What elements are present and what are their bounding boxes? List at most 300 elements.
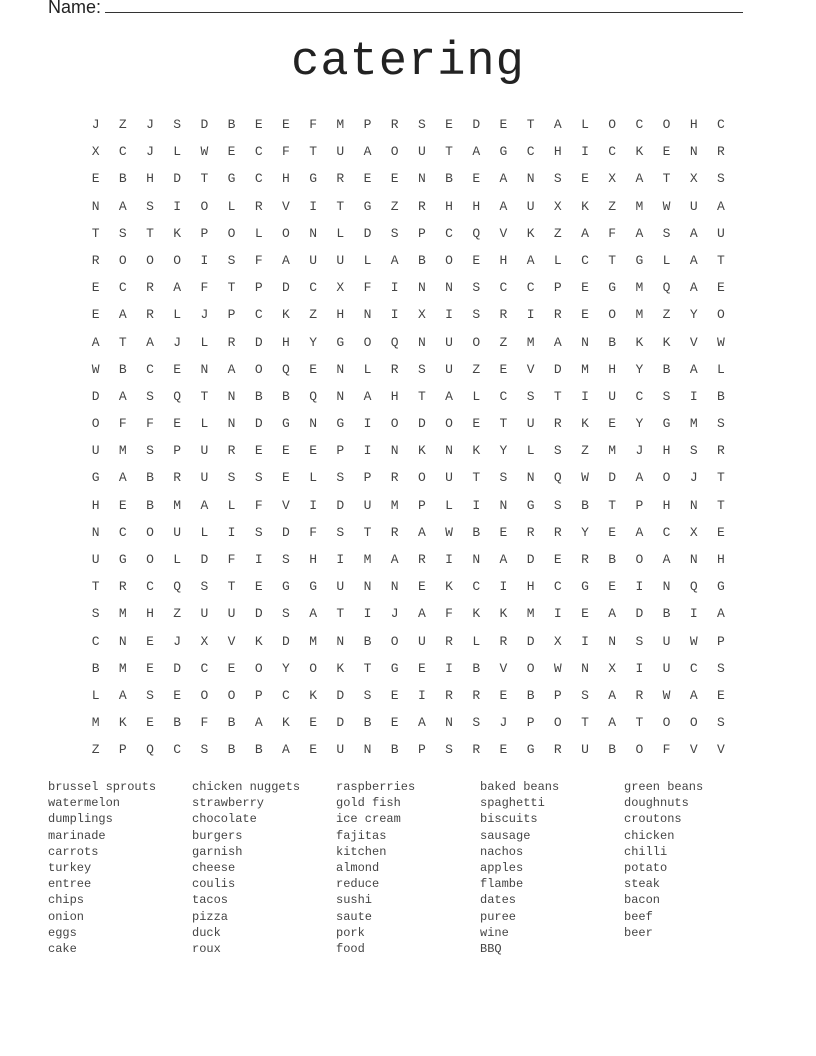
- grid-letter: D: [282, 633, 290, 649]
- grid-row: [82, 115, 735, 142]
- word-column: [336, 779, 480, 957]
- grid-letter: V: [282, 198, 290, 214]
- grid-letter: L: [200, 416, 209, 432]
- grid-letter: C: [254, 144, 263, 160]
- grid-letter: U: [173, 524, 182, 540]
- word-item: beer: [624, 925, 653, 940]
- grid-letter: T: [526, 117, 535, 132]
- grid-letter: N: [445, 715, 453, 731]
- grid-letter: N: [689, 552, 698, 567]
- grid-letter: X: [417, 307, 426, 323]
- grid-letter: C: [635, 388, 644, 404]
- word-item: coulis: [192, 877, 236, 892]
- word-column: [624, 779, 768, 957]
- grid-letter: L: [581, 117, 589, 132]
- grid-letter: K: [282, 307, 290, 323]
- grid-letter: Q: [173, 579, 182, 595]
- grid-letter: H: [553, 144, 562, 160]
- grid-letter: A: [282, 252, 290, 268]
- grid-letter: O: [254, 361, 263, 377]
- grid-letter: O: [635, 742, 644, 758]
- grid-letter: B: [717, 388, 725, 404]
- grid-letter: U: [689, 198, 698, 214]
- grid-letter: A: [717, 198, 725, 214]
- grid-letter: P: [417, 225, 426, 241]
- grid-letter: G: [309, 171, 317, 187]
- grid-letter: T: [227, 579, 236, 595]
- grid-letter: C: [499, 280, 508, 296]
- grid-letter: L: [227, 198, 236, 214]
- grid-letter: C: [689, 660, 698, 676]
- grid-letter: O: [526, 660, 535, 676]
- word-item: sausage: [480, 828, 531, 843]
- grid-letter: D: [282, 524, 290, 540]
- grid-letter: O: [662, 117, 671, 132]
- grid-letter: F: [118, 416, 127, 432]
- grid-letter: D: [173, 171, 182, 187]
- grid-letter: E: [581, 171, 589, 187]
- grid-letter: G: [608, 280, 617, 296]
- grid-letter: C: [553, 579, 562, 595]
- grid-letter: N: [363, 579, 372, 595]
- grid-letter: M: [309, 633, 317, 649]
- grid-letter: U: [608, 388, 617, 404]
- grid-letter: M: [635, 198, 644, 214]
- grid-letter: A: [689, 252, 698, 268]
- word-item: potato: [624, 860, 668, 875]
- grid-letter: T: [363, 660, 372, 676]
- grid-letter: A: [635, 225, 644, 241]
- grid-letter: R: [254, 198, 263, 214]
- word-item: pizza: [192, 909, 229, 924]
- grid-letter: G: [227, 171, 236, 187]
- grid-letter: O: [227, 687, 236, 703]
- word-item: entree: [48, 877, 92, 892]
- word-item: dumplings: [48, 812, 113, 827]
- grid-letter: T: [200, 388, 209, 404]
- grid-letter: L: [717, 361, 725, 377]
- grid-letter: H: [499, 252, 508, 268]
- word-item: cheese: [192, 860, 236, 875]
- grid-letter: N: [417, 171, 426, 187]
- grid-letter: B: [254, 388, 263, 404]
- word-item: biscuits: [480, 812, 538, 827]
- grid-letter: E: [662, 144, 671, 160]
- grid-letter: S: [472, 715, 481, 731]
- grid-letter: T: [336, 606, 345, 622]
- grid-letter: C: [91, 633, 100, 649]
- word-item: gold fish: [336, 796, 401, 811]
- grid-row: [82, 251, 735, 278]
- grid-letter: T: [472, 470, 481, 486]
- grid-letter: D: [282, 280, 290, 296]
- grid-letter: S: [146, 687, 154, 703]
- grid-letter: A: [254, 715, 263, 731]
- grid-letter: B: [363, 715, 372, 731]
- grid-letter: A: [689, 687, 698, 703]
- grid-letter: D: [608, 470, 617, 486]
- grid-letter: H: [526, 579, 535, 595]
- grid-letter: A: [91, 334, 100, 350]
- grid-letter: E: [717, 687, 725, 703]
- grid-letter: Z: [173, 606, 182, 622]
- grid-letter: C: [146, 579, 154, 595]
- grid-letter: Z: [662, 307, 671, 323]
- grid-letter: C: [282, 687, 290, 703]
- grid-letter: A: [309, 606, 317, 622]
- grid-letter: N: [363, 307, 372, 323]
- grid-letter: E: [581, 606, 589, 622]
- grid-letter: H: [146, 171, 154, 187]
- grid-letter: S: [146, 388, 154, 404]
- grid-letter: J: [146, 144, 154, 160]
- grid-letter: E: [390, 171, 399, 187]
- grid-row: [82, 496, 735, 523]
- grid-letter: A: [118, 470, 127, 486]
- grid-letter: A: [118, 198, 127, 214]
- grid-letter: D: [526, 633, 535, 649]
- grid-letter: N: [390, 579, 399, 595]
- grid-letter: O: [635, 552, 644, 567]
- word-item: pork: [336, 925, 365, 940]
- word-item: BBQ: [480, 941, 502, 956]
- grid-letter: D: [254, 416, 263, 432]
- grid-letter: S: [717, 715, 725, 731]
- grid-letter: N: [91, 524, 100, 540]
- grid-row: [82, 523, 735, 550]
- word-item: turkey: [48, 860, 92, 875]
- grid-letter: O: [282, 225, 290, 241]
- grid-letter: R: [553, 307, 562, 323]
- grid-letter: M: [635, 307, 644, 323]
- word-item: steak: [624, 877, 661, 892]
- grid-letter: O: [200, 198, 209, 214]
- grid-letter: O: [146, 252, 154, 268]
- grid-letter: E: [91, 171, 100, 187]
- grid-letter: H: [662, 497, 671, 513]
- grid-letter: K: [282, 715, 290, 731]
- grid-letter: D: [336, 497, 345, 513]
- word-item: tacos: [192, 893, 229, 908]
- grid-letter: N: [689, 144, 698, 160]
- grid-row: [82, 604, 735, 631]
- word-item: croutons: [624, 812, 682, 827]
- grid-letter: E: [499, 524, 508, 540]
- grid-letter: Q: [472, 225, 481, 241]
- grid-letter: M: [689, 416, 698, 432]
- word-column: [48, 779, 192, 957]
- grid-letter: R: [717, 443, 725, 459]
- word-item: onion: [48, 909, 85, 924]
- grid-letter: T: [499, 416, 508, 432]
- grid-letter: K: [499, 606, 508, 622]
- grid-letter: E: [173, 416, 182, 432]
- grid-letter: B: [254, 742, 263, 758]
- grid-letter: S: [282, 606, 290, 622]
- grid-letter: D: [363, 225, 372, 241]
- grid-letter: I: [200, 252, 209, 268]
- word-item: chicken nuggets: [192, 780, 301, 794]
- grid-letter: I: [390, 280, 399, 296]
- grid-letter: U: [336, 252, 345, 268]
- word-item: chicken: [624, 828, 675, 843]
- grid-letter: U: [662, 660, 671, 676]
- grid-letter: O: [717, 307, 725, 323]
- grid-letter: V: [282, 497, 290, 513]
- grid-letter: Y: [499, 443, 508, 459]
- grid-letter: P: [118, 742, 127, 758]
- grid-letter: N: [309, 416, 317, 432]
- grid-letter: H: [309, 552, 317, 567]
- grid-letter: T: [717, 497, 725, 513]
- grid-letter: R: [417, 198, 426, 214]
- grid-letter: S: [717, 416, 725, 432]
- word-item: puree: [480, 909, 517, 924]
- word-item: green beans: [624, 780, 704, 794]
- grid-letter: P: [417, 742, 426, 758]
- grid-row: [82, 387, 735, 414]
- grid-letter: L: [309, 470, 317, 486]
- grid-letter: Q: [390, 334, 399, 350]
- grid-letter: V: [689, 334, 698, 350]
- grid-letter: M: [363, 552, 372, 567]
- grid-letter: M: [336, 117, 345, 132]
- grid-letter: I: [445, 307, 453, 323]
- grid-letter: S: [146, 198, 154, 214]
- word-item: chocolate: [192, 812, 257, 827]
- grid-letter: B: [118, 171, 127, 187]
- grid-row: [82, 632, 735, 659]
- grid-letter: T: [227, 280, 236, 296]
- grid-letter: I: [309, 198, 317, 214]
- grid-letter: T: [309, 144, 317, 160]
- grid-letter: I: [445, 552, 453, 567]
- word-item: apples: [480, 860, 524, 875]
- grid-letter: P: [717, 633, 725, 649]
- grid-letter: E: [472, 171, 481, 187]
- grid-letter: S: [336, 524, 345, 540]
- grid-letter: S: [173, 117, 182, 132]
- grid-letter: N: [417, 280, 426, 296]
- grid-letter: E: [499, 687, 508, 703]
- grid-letter: Z: [390, 198, 399, 214]
- word-item: ice cream: [336, 812, 401, 827]
- grid-letter: L: [553, 252, 562, 268]
- grid-letter: H: [336, 307, 345, 323]
- word-item: chips: [48, 893, 85, 908]
- grid-letter: U: [227, 606, 236, 622]
- grid-letter: A: [118, 687, 127, 703]
- grid-letter: T: [581, 715, 589, 731]
- grid-letter: G: [118, 552, 127, 567]
- grid-letter: Q: [553, 470, 562, 486]
- grid-letter: D: [173, 660, 182, 676]
- grid-letter: A: [417, 524, 426, 540]
- grid-letter: R: [146, 280, 154, 296]
- grid-letter: M: [581, 361, 589, 377]
- grid-letter: E: [173, 361, 182, 377]
- word-item: food: [336, 941, 365, 956]
- grid-letter: T: [608, 252, 617, 268]
- grid-letter: S: [390, 225, 399, 241]
- grid-letter: H: [445, 198, 453, 214]
- grid-letter: H: [282, 171, 290, 187]
- grid-letter: I: [581, 144, 589, 160]
- grid-letter: S: [336, 470, 345, 486]
- grid-letter: A: [118, 388, 127, 404]
- grid-letter: N: [472, 552, 481, 567]
- grid-letter: S: [200, 579, 209, 595]
- grid-letter: B: [581, 497, 589, 513]
- grid-letter: N: [662, 579, 671, 595]
- grid-letter: E: [254, 579, 263, 595]
- grid-letter: I: [227, 524, 236, 540]
- grid-row: [82, 278, 735, 305]
- word-item: reduce: [336, 877, 380, 892]
- word-item: eggs: [48, 925, 77, 940]
- grid-letter: A: [363, 388, 372, 404]
- grid-letter: U: [309, 252, 317, 268]
- grid-letter: O: [553, 715, 562, 731]
- grid-letter: G: [526, 497, 535, 513]
- grid-letter: J: [91, 117, 100, 132]
- word-item: almond: [336, 860, 380, 875]
- grid-letter: O: [445, 416, 453, 432]
- grid-letter: K: [635, 334, 644, 350]
- grid-letter: N: [581, 334, 589, 350]
- grid-letter: G: [662, 416, 671, 432]
- grid-letter: O: [146, 524, 154, 540]
- grid-letter: F: [662, 742, 671, 758]
- grid-letter: M: [635, 280, 644, 296]
- grid-letter: U: [445, 470, 453, 486]
- grid-letter: S: [689, 443, 698, 459]
- grid-letter: W: [200, 144, 209, 160]
- grid-letter: N: [227, 416, 236, 432]
- grid-letter: K: [472, 443, 481, 459]
- grid-letter: R: [146, 307, 154, 323]
- grid-letter: S: [417, 117, 426, 132]
- grid-letter: H: [472, 198, 481, 214]
- grid-letter: M: [118, 660, 127, 676]
- grid-letter: W: [553, 660, 562, 676]
- grid-letter: E: [608, 579, 617, 595]
- grid-letter: E: [254, 117, 263, 132]
- word-item: watermelon: [48, 796, 121, 811]
- grid-row: [82, 169, 735, 196]
- grid-letter: O: [309, 660, 317, 676]
- grid-letter: N: [390, 443, 399, 459]
- grid-letter: F: [309, 117, 317, 132]
- grid-letter: H: [689, 117, 698, 132]
- grid-letter: B: [91, 660, 100, 676]
- grid-letter: L: [91, 687, 100, 703]
- grid-letter: B: [227, 742, 236, 758]
- grid-letter: S: [472, 307, 481, 323]
- word-item: sushi: [336, 893, 373, 908]
- grid-letter: P: [363, 117, 372, 132]
- grid-letter: Q: [662, 280, 671, 296]
- grid-letter: E: [472, 252, 481, 268]
- grid-letter: B: [662, 361, 671, 377]
- grid-letter: M: [118, 443, 127, 459]
- grid-letter: L: [173, 144, 182, 160]
- grid-letter: E: [390, 715, 399, 731]
- grid-letter: A: [553, 334, 562, 350]
- grid-letter: K: [472, 606, 481, 622]
- grid-letter: E: [118, 497, 127, 513]
- word-item: marinade: [48, 828, 106, 843]
- grid-letter: A: [499, 171, 508, 187]
- grid-letter: A: [635, 171, 644, 187]
- grid-letter: X: [553, 198, 562, 214]
- grid-letter: O: [445, 252, 453, 268]
- grid-letter: J: [499, 715, 508, 731]
- word-item: nachos: [480, 844, 524, 859]
- grid-letter: T: [608, 497, 617, 513]
- grid-letter: P: [200, 225, 209, 241]
- grid-letter: H: [662, 443, 671, 459]
- grid-letter: V: [499, 660, 508, 676]
- grid-letter: N: [363, 742, 372, 758]
- grid-letter: C: [445, 225, 453, 241]
- grid-letter: S: [254, 470, 263, 486]
- grid-letter: A: [472, 144, 481, 160]
- grid-letter: E: [309, 361, 317, 377]
- grid-letter: N: [445, 280, 453, 296]
- grid-letter: E: [146, 633, 154, 649]
- grid-letter: B: [146, 470, 154, 486]
- grid-letter: C: [118, 144, 127, 160]
- grid-letter: C: [581, 252, 589, 268]
- grid-letter: Z: [499, 334, 508, 350]
- grid-letter: O: [390, 633, 399, 649]
- grid-letter: O: [608, 117, 617, 132]
- grid-letter: U: [200, 606, 209, 622]
- grid-letter: F: [146, 416, 154, 432]
- grid-letter: R: [227, 334, 236, 350]
- grid-letter: Q: [146, 742, 154, 758]
- grid-letter: O: [689, 715, 698, 731]
- grid-letter: E: [282, 470, 290, 486]
- grid-letter: D: [254, 334, 263, 350]
- grid-letter: Q: [309, 388, 317, 404]
- grid-letter: A: [200, 497, 209, 513]
- grid-letter: A: [717, 606, 725, 622]
- grid-letter: K: [526, 225, 535, 241]
- grid-letter: T: [118, 334, 127, 350]
- grid-letter: N: [689, 497, 698, 513]
- grid-letter: U: [662, 633, 671, 649]
- grid-letter: E: [417, 660, 426, 676]
- grid-letter: B: [417, 252, 426, 268]
- grid-letter: G: [635, 252, 644, 268]
- grid-letter: I: [553, 606, 562, 622]
- grid-letter: M: [526, 606, 535, 622]
- grid-letter: E: [553, 552, 562, 567]
- grid-letter: O: [227, 225, 236, 241]
- grid-letter: O: [390, 144, 399, 160]
- grid-letter: J: [390, 606, 399, 622]
- grid-letter: E: [282, 443, 290, 459]
- grid-letter: E: [472, 416, 481, 432]
- grid-letter: I: [526, 307, 535, 323]
- word-item: cake: [48, 941, 77, 956]
- grid-letter: C: [608, 144, 617, 160]
- grid-letter: S: [717, 660, 725, 676]
- grid-letter: W: [662, 687, 671, 703]
- grid-row: [82, 360, 735, 387]
